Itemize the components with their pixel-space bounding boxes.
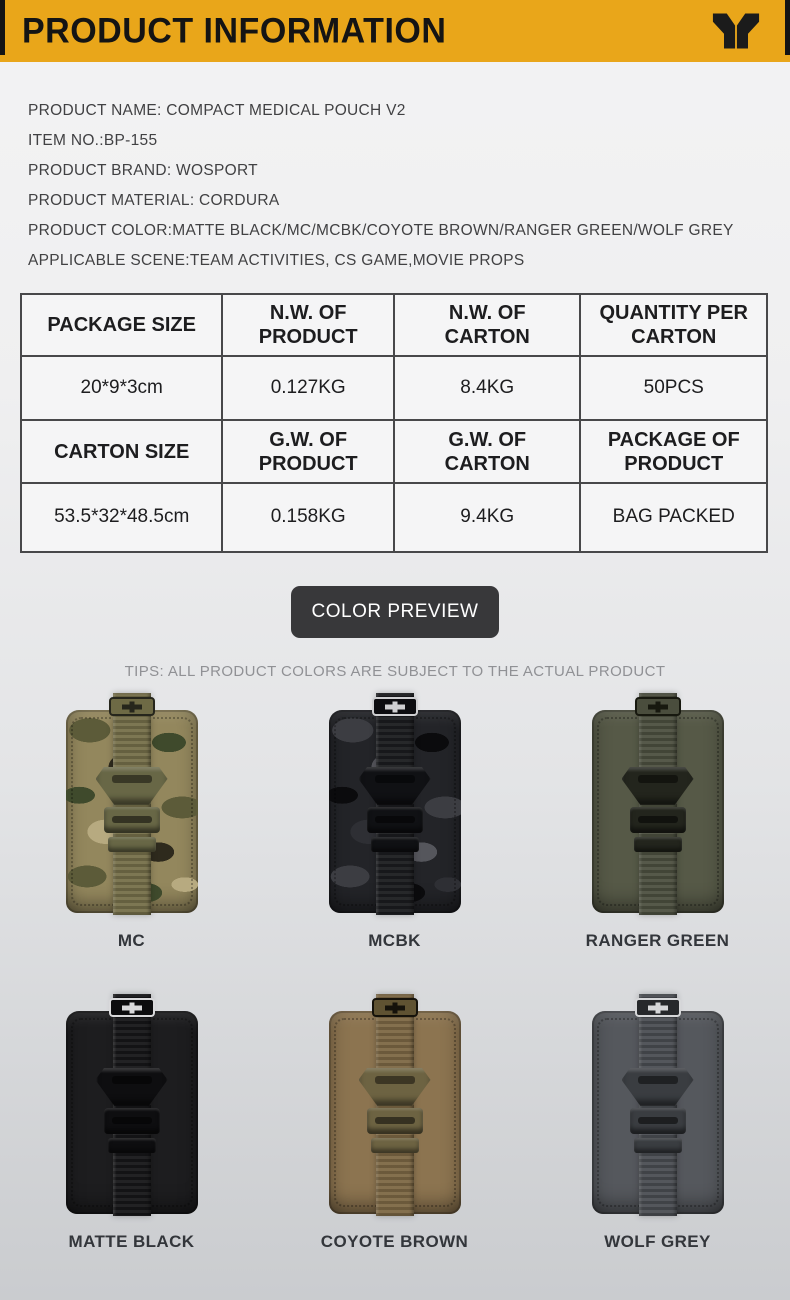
pouch-strap-slider xyxy=(371,1138,419,1153)
spec-value-package-size: 20*9*3cm xyxy=(21,356,222,420)
page-title: PRODUCT INFORMATION xyxy=(22,10,447,51)
product-color-label: WOLF GREY xyxy=(604,1232,711,1251)
medical-cross-patch-icon xyxy=(635,697,681,716)
spec-value-gw-carton: 9.4KG xyxy=(394,483,581,552)
product-swatch-wolf-grey xyxy=(526,998,789,1252)
detail-item-no: ITEM NO.:BP-155 xyxy=(28,132,158,149)
spec-header-row xyxy=(21,420,767,483)
medical-cross-patch-icon xyxy=(109,697,155,716)
spec-cell-gw-carton: G.W. OF CARTON xyxy=(394,420,581,483)
pouch-strap-slider xyxy=(634,1138,682,1153)
pouch-buckle-catch xyxy=(630,1108,686,1134)
pouch-image-wolf-grey xyxy=(585,998,731,1216)
medical-cross-patch-icon xyxy=(372,697,418,716)
pouch-strap-slider xyxy=(108,1138,156,1153)
color-grid-row-1 xyxy=(0,697,790,951)
pouch-buckle-catch xyxy=(104,1108,160,1134)
header-bar xyxy=(0,0,790,62)
spec-cell-qty-carton: QUANTITY PER CARTON xyxy=(580,294,767,356)
detail-product-name: PRODUCT NAME: COMPACT MEDICAL POUCH V2 xyxy=(28,102,406,119)
product-color-label: MC xyxy=(117,931,146,950)
spec-table xyxy=(20,293,768,553)
product-swatch-mc xyxy=(0,697,263,951)
spec-cell-nw-carton: N.W. OF CARTON xyxy=(394,294,581,356)
medical-cross-patch-icon xyxy=(109,998,155,1017)
spec-header-row xyxy=(21,294,767,356)
pouch-image-ranger-green xyxy=(585,697,731,915)
pouch-image-matte-black xyxy=(59,998,205,1216)
pouch-buckle-catch xyxy=(630,807,686,833)
spec-value-qty-carton: 50PCS xyxy=(580,356,767,420)
product-color-label: MATTE BLACK xyxy=(68,1232,195,1251)
pouch-buckle-catch xyxy=(367,807,423,833)
product-color-label: MCBK xyxy=(368,931,421,950)
product-swatch-ranger-green xyxy=(526,697,789,951)
product-color-label: COYOTE BROWN xyxy=(320,1232,469,1251)
pouch-image-coyote-brown xyxy=(322,998,468,1216)
pouch-strap-slider xyxy=(108,837,156,852)
spec-cell-package-of-product: PACKAGE OF PRODUCT xyxy=(580,420,767,483)
medical-cross-patch-icon xyxy=(635,998,681,1017)
tips-text: TIPS: ALL PRODUCT COLORS ARE SUBJECT TO THE ACTUAL PRODUCT xyxy=(124,663,666,680)
spec-value-nw-product: 0.127KG xyxy=(222,356,394,420)
spec-cell-nw-product: N.W. OF PRODUCT xyxy=(222,294,394,356)
spec-value-gw-product: 0.158KG xyxy=(222,483,394,552)
detail-material: PRODUCT MATERIAL: CORDURA xyxy=(28,192,280,209)
spec-data-row xyxy=(21,483,767,552)
color-grid-row-2 xyxy=(0,998,790,1252)
product-swatch-matte-black xyxy=(0,998,263,1252)
pouch-image-mc xyxy=(59,697,205,915)
pouch-strap-slider xyxy=(371,837,419,852)
product-details xyxy=(28,96,770,276)
spec-value-package-of-product: BAG PACKED xyxy=(580,483,767,552)
color-preview-button[interactable] xyxy=(291,586,499,638)
spec-cell-gw-product: G.W. OF PRODUCT xyxy=(222,420,394,483)
spec-value-carton-size: 53.5*32*48.5cm xyxy=(21,483,222,552)
detail-color: PRODUCT COLOR:MATTE BLACK/MC/MCBK/COYOTE BROWN/RANGER GREEN/WOLF GREY xyxy=(28,222,734,239)
pouch-image-mcbk xyxy=(322,697,468,915)
product-swatch-coyote-brown xyxy=(263,998,526,1252)
spec-cell-package-size: PACKAGE SIZE xyxy=(21,294,222,356)
detail-scene: APPLICABLE SCENE:TEAM ACTIVITIES, CS GAME,MOVIE PROPS xyxy=(28,252,525,269)
medical-cross-patch-icon xyxy=(372,998,418,1017)
product-swatch-mcbk xyxy=(263,697,526,951)
color-preview-button-label: COLOR PREVIEW xyxy=(311,601,479,622)
detail-brand: PRODUCT BRAND: WOSPORT xyxy=(28,162,258,179)
spec-value-nw-carton: 8.4KG xyxy=(394,356,581,420)
product-color-label: RANGER GREEN xyxy=(585,931,730,950)
wosport-w-logo-icon xyxy=(712,12,760,50)
pouch-buckle-catch xyxy=(104,807,160,833)
pouch-strap-slider xyxy=(634,837,682,852)
pouch-buckle-catch xyxy=(367,1108,423,1134)
spec-data-row xyxy=(21,356,767,420)
spec-cell-carton-size: CARTON SIZE xyxy=(21,420,222,483)
